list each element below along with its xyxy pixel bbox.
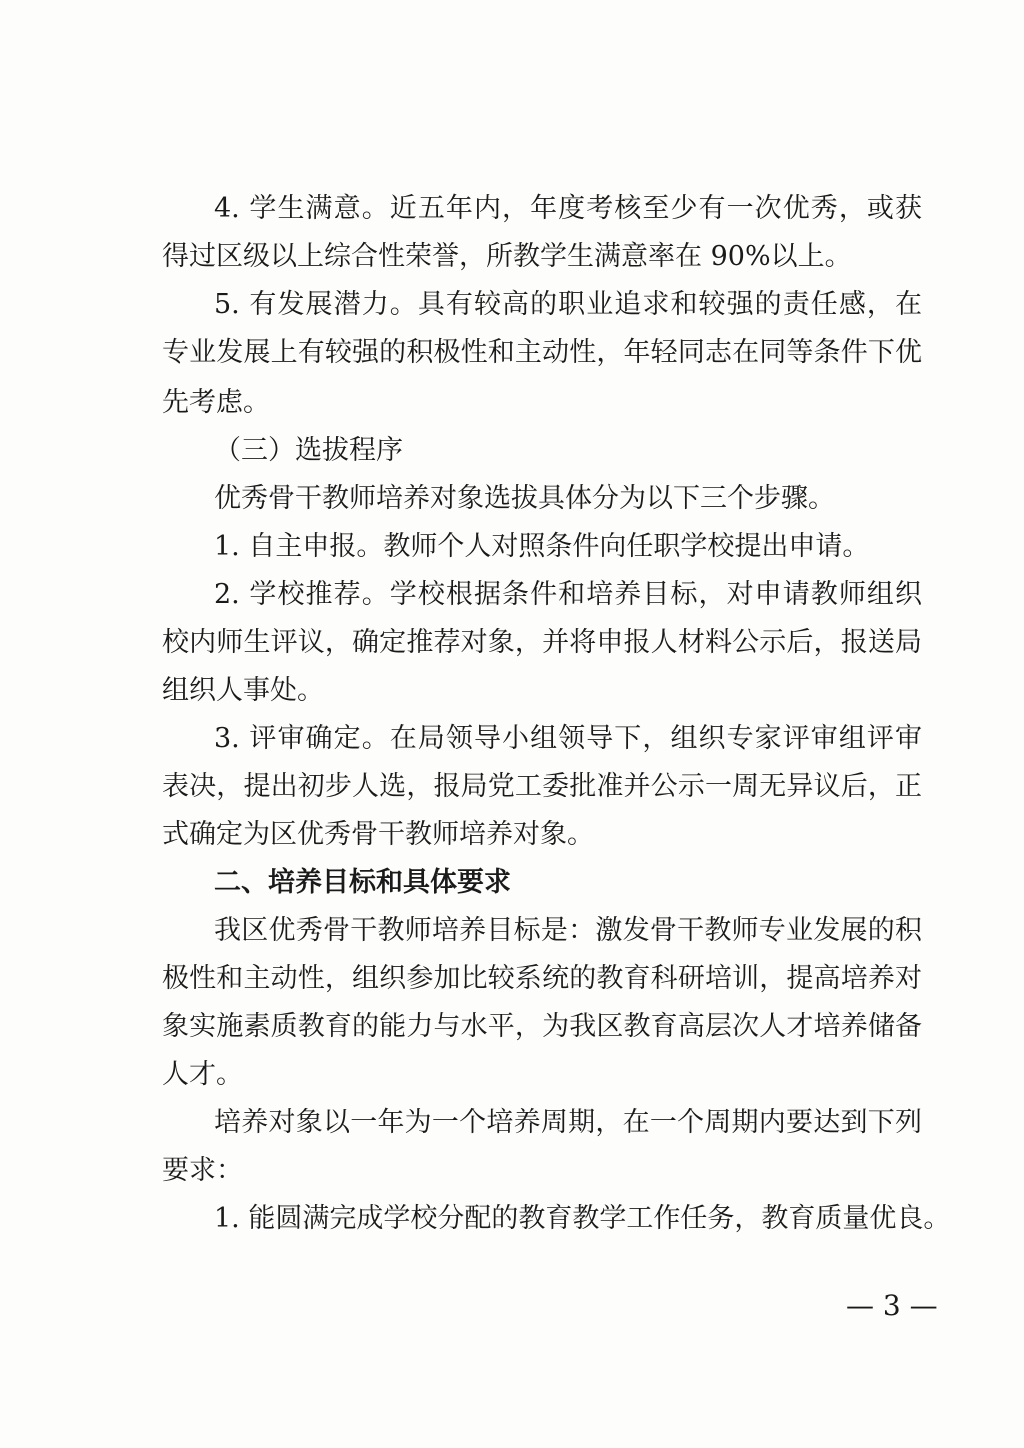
paragraph-line: 要求： [162,1155,243,1186]
paragraph-line: 极性和主动性，组织参加比较系统的教育科研培训，提高培养对 [162,963,922,994]
paragraph-line: 得过区级以上综合性荣誉，所教学生满意率在 90%以上。 [162,241,852,272]
paragraph-line: 4. 学生满意。近五年内，年度考核至少有一次优秀，或获 [214,193,922,224]
section-subheading: （三）选拔程序 [214,435,403,466]
section-heading: 二、培养目标和具体要求 [214,867,511,898]
paragraph-line: 5. 有发展潜力。具有较高的职业追求和较强的责任感，在 [214,289,922,320]
paragraph-line: 校内师生评议，确定推荐对象，并将申报人材料公示后，报送局 [162,627,922,658]
paragraph-line: 象实施素质教育的能力与水平，为我区教育高层次人才培养储备 [162,1011,922,1042]
paragraph-line: 1. 自主申报。教师个人对照条件向任职学校提出申请。 [214,531,870,562]
paragraph-line: 先考虑。 [162,387,270,418]
paragraph-line: 2. 学校推荐。学校根据条件和培养目标，对申请教师组织 [214,579,922,610]
paragraph-line: 1. 能圆满完成学校分配的教育教学工作任务，教育质量优良。 [214,1203,951,1234]
paragraph-line: 式确定为区优秀骨干教师培养对象。 [162,819,594,850]
page-number: — 3 — [846,1289,938,1322]
paragraph-line: 专业发展上有较强的积极性和主动性，年轻同志在同等条件下优 [162,337,922,368]
paragraph-line: 优秀骨干教师培养对象选拔具体分为以下三个步骤。 [214,483,835,514]
paragraph-line: 3. 评审确定。在局领导小组领导下，组织专家评审组评审 [214,723,922,754]
paragraph-line: 人才。 [162,1059,243,1090]
paragraph-line: 我区优秀骨干教师培养目标是：激发骨干教师专业发展的积 [214,915,922,946]
paragraph-line: 培养对象以一年为一个培养周期，在一个周期内要达到下列 [214,1107,922,1138]
paragraph-line: 表决，提出初步人选，报局党工委批准并公示一周无异议后，正 [162,771,922,802]
paragraph-line: 组织人事处。 [162,675,324,706]
